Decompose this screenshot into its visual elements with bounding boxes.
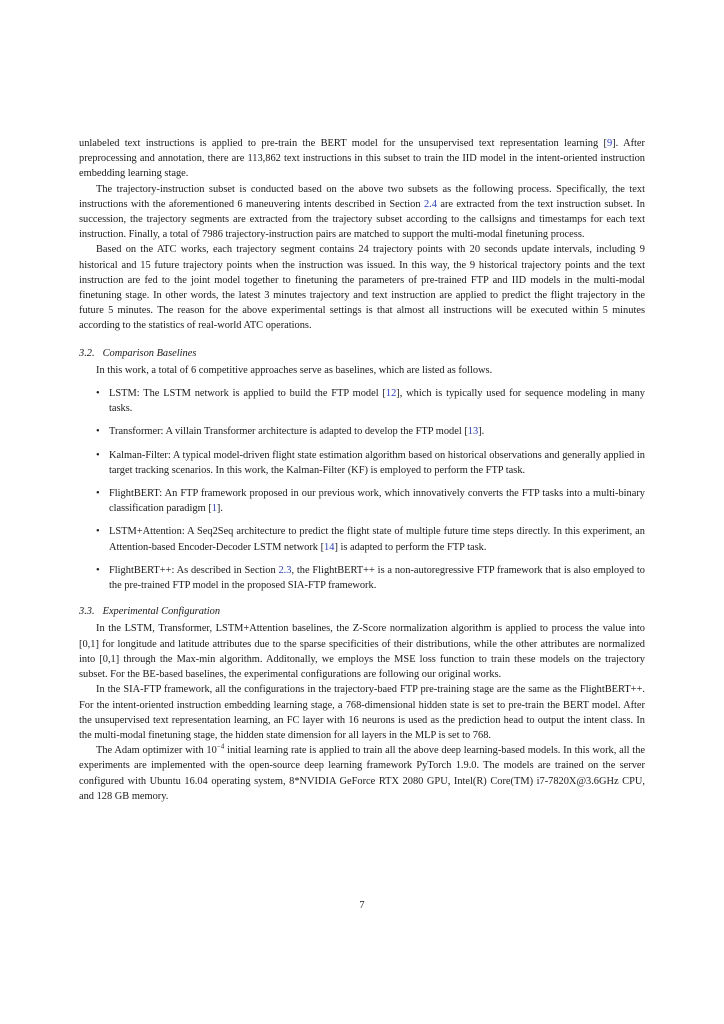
- page-number: 7: [359, 900, 365, 911]
- paragraph-sia-ftp-config: In the SIA-FTP framework, all the configurations in the trajectory-baed FTP pre-training stage are the same as the FlightBERT++. For the intent-oriented instruction embedding learning stage, a 768-dimensional hidden state is set to pre-train the BERT model. After the unsupervised text representation learning, an FC layer with 16 neurons is used as the prediction head to output the intent class. In the multi-modal finetuning stage, the hidden state dimension for all layers in the MLP is set to 768.: [79, 684, 645, 741]
- bullet-icon: •: [96, 564, 100, 576]
- paragraph-normalization: In the LSTM, Transformer, LSTM+Attention baselines, the Z-Score normalization algorithm is applied to process the value into [0,1] for longitude and latitude attributes due to the sparse specificities of their distributions, while the other attributes are normalized into [0,1] through the Max-min algorithm. Additonally, we employs the MSE loss function to train these models on the trajectory subset. For the BE-based baselines, the experimental configurations are following our original works.: [79, 623, 645, 681]
- baseline-list: [79, 386, 645, 593]
- citation-link[interactable]: 14: [324, 541, 335, 553]
- section-link[interactable]: 2.4: [423, 198, 437, 210]
- list-item: • FlightBERT: An FTP framework proposed in our previous work, which innovatively converts the FTP tasks into a multi-binary classification paradigm [1].: [96, 488, 645, 515]
- section-link[interactable]: 2.3: [278, 564, 292, 576]
- list-item: • Transformer: A villain Transformer architecture is adapted to develop the FTP model [13].: [79, 424, 645, 439]
- paragraph-unlabeled-text: unlabeled text instructions is applied to pre-train the BERT model for the unsupervised text representation learning [9]. After preprocessing and annotation, there are 113,862 text instructions in this subset to train the IID model in the intent-oriented instruction embedding learning stage.: [79, 138, 645, 180]
- list-item: • FlightBERT++: As described in Section 2.3, the FlightBERT++ is a non-autoregressive FTP framework that is also employed to the pre-trained FTP model in the proposed SIA-FTP framework.: [96, 564, 645, 592]
- bullet-icon: •: [96, 526, 100, 538]
- section-heading-3-2: 3.2. Comparison Baselines: [79, 347, 197, 359]
- citation-link[interactable]: 9: [607, 138, 613, 149]
- list-item: • LSTM+Attention: A Seq2Seq architecture to predict the flight state of multiple future time steps directly. In this experiment, an Attention-based Encoder-Decoder LSTM network [14] is adapted to perform the FTP task.: [96, 526, 645, 553]
- paragraph-adam-optimizer: The Adam optimizer with $10^{-4}$ initial learning rate is applied to train all the above deep learning-based models. In this work, all the experiments are implemented with the open-source deep learning framework PyTorch 1.9.0. The models are trained on the server configured with Ubuntu 16.04 operating system, 8*NVIDIA GeForce RTX 2080 GPU, Intel(R) Core(TM) i7-7820X@3.6GHz CPU, and 128 GB memory.: [79, 742, 645, 802]
- bullet-icon: •: [96, 449, 100, 461]
- paragraph-trajectory-instruction: The trajectory-instruction subset is conducted based on the above two subsets as the following process. Specifically, the text instructions with the aforementioned 6 maneuvering intents described in Section 2.4 are extracted from the text instruction subset. In succession, the trajectory segments are extracted from the trajectory subset according to the callsigns and timestamps for each text instruction. Finally, a total of 7986 trajectory-instruction pairs are matched to support the multi-modal finetuning process.: [79, 183, 645, 241]
- list-item: • Kalman-Filter: A typical model-driven flight state estimation algorithm based on historical observations and generally applied in target tracking scenarios. In this work, the Kalman-Filter (KF) is employed to perform the FTP task.: [96, 449, 645, 476]
- baselines-intro: In this work, a total of 6 competitive approaches serve as baselines, which are listed as follows.: [96, 364, 493, 376]
- citation-link[interactable]: 13: [467, 426, 479, 438]
- citation-link[interactable]: 1: [211, 503, 217, 515]
- bullet-icon: •: [96, 426, 100, 438]
- list-item: • LSTM: The LSTM network is applied to build the FTP model [12], which is typically used for sequence modeling in many tasks.: [96, 388, 646, 415]
- citation-link[interactable]: 12: [385, 388, 397, 400]
- bullet-icon: •: [96, 388, 100, 400]
- page-body: [79, 136, 645, 804]
- section-heading-3-3: 3.3. Experimental Configuration: [79, 606, 221, 618]
- bullet-icon: •: [96, 488, 100, 500]
- paragraph-atc-works: Based on the ATC works, each trajectory segment contains 24 trajectory points with 20 seconds update intervals, including 9 historical and 15 future trajectory points when the instruction was issued. In this way, the 9 historical trajectory points and the text instruction are fed to the joint model together to finetuning the parameters of pre-trained FTP and IID models in the multi-modal finetuning stage. In other words, the latest 3 minutes trajectory and text instruction are applied to predict the flight trajectory in the future 5 minutes. The reason for the above experimental settings is that almost all instructions will be executed within 5 minutes according to the statistics of real-world ATC operations.: [79, 244, 645, 332]
